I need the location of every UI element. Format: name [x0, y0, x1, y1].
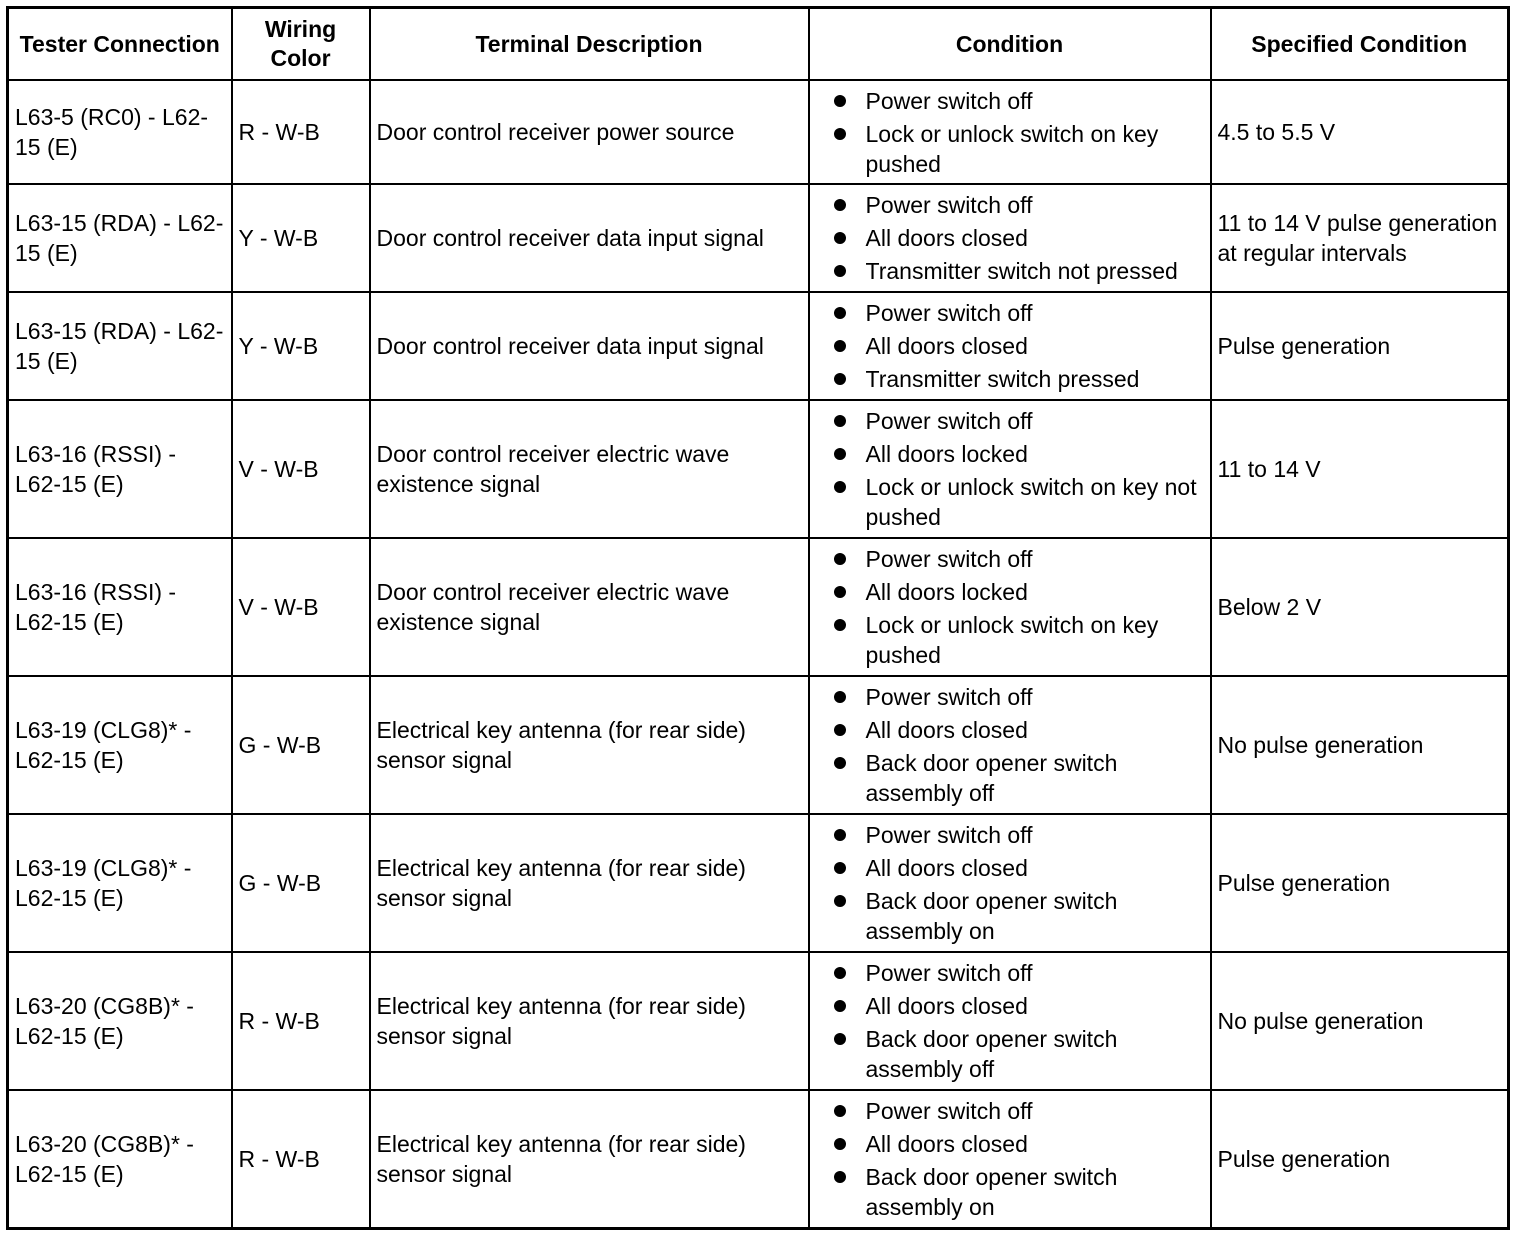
condition-text: All doors closed — [865, 855, 1028, 881]
terminal-description-cell: Door control receiver data input signal — [370, 292, 809, 400]
condition-list — [828, 682, 1206, 808]
condition-item — [828, 748, 1206, 808]
header-specified-condition: Specified Condition — [1211, 8, 1509, 81]
tester-connection-cell: L63-20 (CG8B)* - L62-15 (E) — [8, 952, 232, 1090]
tester-connection-cell: L63-20 (CG8B)* - L62-15 (E) — [8, 1090, 232, 1228]
condition-item — [828, 406, 1206, 436]
bullet-icon — [834, 1138, 846, 1150]
condition-text: Power switch off — [865, 546, 1033, 572]
condition-text: All doors closed — [865, 717, 1028, 743]
condition-text: Power switch off — [865, 960, 1033, 986]
tester-connection-cell: L63-16 (RSSI) - L62-15 (E) — [8, 538, 232, 676]
bullet-icon — [834, 1171, 846, 1183]
table-row — [8, 814, 1509, 952]
condition-text: Power switch off — [865, 87, 1033, 114]
terminal-description-cell: Electrical key antenna (for rear side) sensor signal — [370, 1090, 809, 1228]
condition-item — [828, 223, 1206, 253]
table-body — [8, 80, 1509, 1228]
condition-list — [828, 298, 1206, 394]
header-wiring-color: Wiring Color — [232, 8, 370, 81]
wiring-color-cell: Y - W-B — [232, 292, 370, 400]
specified-condition-cell: Pulse generation — [1211, 292, 1509, 400]
bullet-icon — [834, 1000, 846, 1012]
wiring-color-cell: G - W-B — [232, 814, 370, 952]
tester-connection-cell: L63-5 (RC0) - L62-15 (E) — [8, 80, 232, 184]
terminal-description-cell: Door control receiver electric wave existence signal — [370, 538, 809, 676]
bullet-icon — [834, 448, 846, 460]
condition-item — [828, 715, 1206, 745]
table-row — [8, 1090, 1509, 1228]
condition-text: All doors closed — [865, 333, 1028, 359]
condition-text: Back door opener switch assembly off — [865, 750, 1118, 806]
condition-item — [828, 472, 1206, 532]
bullet-icon — [834, 553, 846, 565]
table-row — [8, 952, 1509, 1090]
condition-text: Lock or unlock switch on key not pushed — [865, 474, 1197, 530]
bullet-icon — [834, 1033, 846, 1045]
condition-list — [828, 544, 1206, 670]
condition-text: Power switch off — [865, 1097, 1033, 1124]
condition-item — [828, 958, 1206, 988]
specified-condition-cell: 11 to 14 V pulse generation at regular intervals — [1211, 184, 1509, 292]
specified-condition-cell: 11 to 14 V — [1211, 400, 1509, 538]
condition-text: Lock or unlock switch on key pushed — [865, 120, 1159, 177]
bullet-icon — [834, 199, 846, 211]
bullet-icon — [834, 95, 846, 107]
condition-text: All doors closed — [865, 993, 1028, 1019]
wiring-color-cell: R - W-B — [232, 952, 370, 1090]
condition-item — [828, 298, 1206, 328]
condition-text: Transmitter switch pressed — [865, 366, 1140, 392]
condition-cell — [809, 676, 1211, 814]
bullet-icon — [834, 619, 846, 631]
condition-item — [828, 190, 1206, 220]
condition-text: Power switch off — [865, 300, 1033, 326]
terminal-description-cell: Door control receiver electric wave existence signal — [370, 400, 809, 538]
condition-cell — [809, 80, 1211, 184]
condition-item — [828, 853, 1206, 883]
condition-text: Transmitter switch not pressed — [865, 258, 1178, 284]
condition-text: Back door opener switch assembly on — [865, 888, 1118, 944]
terminal-description-cell: Door control receiver power source — [370, 80, 809, 184]
header-row — [8, 8, 1509, 81]
bullet-icon — [834, 691, 846, 703]
table-row — [8, 538, 1509, 676]
specified-condition-cell: Pulse generation — [1211, 814, 1509, 952]
tester-connection-cell: L63-16 (RSSI) - L62-15 (E) — [8, 400, 232, 538]
condition-text: Power switch off — [865, 822, 1033, 848]
condition-cell — [809, 538, 1211, 676]
bullet-icon — [834, 586, 846, 598]
bullet-icon — [834, 862, 846, 874]
condition-item — [828, 886, 1206, 946]
condition-list — [828, 1096, 1206, 1222]
tester-connection-cell: L63-15 (RDA) - L62-15 (E) — [8, 292, 232, 400]
condition-item — [828, 991, 1206, 1021]
tester-connection-cell: L63-15 (RDA) - L62-15 (E) — [8, 184, 232, 292]
condition-item — [828, 256, 1206, 286]
condition-cell — [809, 814, 1211, 952]
condition-item — [828, 119, 1206, 179]
condition-item — [828, 86, 1206, 116]
condition-cell — [809, 1090, 1211, 1228]
bullet-icon — [834, 967, 846, 979]
bullet-icon — [834, 481, 846, 493]
bullet-icon — [834, 829, 846, 841]
condition-item — [828, 1024, 1206, 1084]
bullet-icon — [834, 128, 846, 140]
specified-condition-cell: 4.5 to 5.5 V — [1211, 80, 1509, 184]
condition-text: All doors locked — [865, 579, 1028, 605]
bullet-icon — [834, 307, 846, 319]
condition-text: All doors closed — [865, 1130, 1028, 1157]
specified-condition-cell: No pulse generation — [1211, 676, 1509, 814]
bullet-icon — [834, 895, 846, 907]
table-row — [8, 400, 1509, 538]
condition-item — [828, 820, 1206, 850]
condition-item — [828, 1096, 1206, 1126]
condition-item — [828, 544, 1206, 574]
condition-list — [828, 86, 1206, 179]
terminal-description-cell: Electrical key antenna (for rear side) sensor signal — [370, 814, 809, 952]
header-condition: Condition — [809, 8, 1211, 81]
condition-cell — [809, 184, 1211, 292]
tester-connection-cell: L63-19 (CLG8)* - L62-15 (E) — [8, 676, 232, 814]
specified-condition-cell: Below 2 V — [1211, 538, 1509, 676]
condition-item — [828, 439, 1206, 469]
bullet-icon — [834, 415, 846, 427]
terminal-description-cell: Door control receiver data input signal — [370, 184, 809, 292]
condition-text: Power switch off — [865, 684, 1033, 710]
bullet-icon — [834, 373, 846, 385]
condition-item — [828, 364, 1206, 394]
condition-text: Back door opener switch assembly off — [865, 1026, 1118, 1082]
terminal-description-cell: Electrical key antenna (for rear side) sensor signal — [370, 676, 809, 814]
table-row — [8, 184, 1509, 292]
header-terminal-description: Terminal Description — [370, 8, 809, 81]
condition-list — [828, 190, 1206, 286]
inspection-table-wrapper — [6, 6, 1510, 1230]
bullet-icon — [834, 757, 846, 769]
wiring-color-cell: R - W-B — [232, 1090, 370, 1228]
header-tester-connection: Tester Connection — [8, 8, 232, 81]
condition-item — [828, 1162, 1206, 1222]
terminal-inspection-table — [6, 6, 1510, 1230]
condition-text: All doors locked — [865, 441, 1028, 467]
condition-cell — [809, 400, 1211, 538]
condition-cell — [809, 292, 1211, 400]
condition-item — [828, 682, 1206, 712]
condition-text: All doors closed — [865, 225, 1028, 251]
condition-text: Back door opener switch assembly on — [865, 1163, 1118, 1220]
wiring-color-cell: Y - W-B — [232, 184, 370, 292]
condition-item — [828, 610, 1206, 670]
table-row — [8, 80, 1509, 184]
tester-connection-cell: L63-19 (CLG8)* - L62-15 (E) — [8, 814, 232, 952]
condition-text: Power switch off — [865, 192, 1033, 218]
bullet-icon — [834, 724, 846, 736]
specified-condition-cell: Pulse generation — [1211, 1090, 1509, 1228]
condition-list — [828, 820, 1206, 946]
condition-text: Lock or unlock switch on key pushed — [865, 612, 1159, 668]
bullet-icon — [834, 232, 846, 244]
table-row — [8, 676, 1509, 814]
condition-cell — [809, 952, 1211, 1090]
wiring-color-cell: G - W-B — [232, 676, 370, 814]
condition-item — [828, 1129, 1206, 1159]
condition-text: Power switch off — [865, 408, 1033, 434]
wiring-color-cell: V - W-B — [232, 538, 370, 676]
bullet-icon — [834, 265, 846, 277]
terminal-description-cell: Electrical key antenna (for rear side) sensor signal — [370, 952, 809, 1090]
wiring-color-cell: V - W-B — [232, 400, 370, 538]
specified-condition-cell: No pulse generation — [1211, 952, 1509, 1090]
condition-item — [828, 331, 1206, 361]
bullet-icon — [834, 340, 846, 352]
wiring-color-cell: R - W-B — [232, 80, 370, 184]
table-row — [8, 292, 1509, 400]
condition-item — [828, 577, 1206, 607]
bullet-icon — [834, 1105, 846, 1117]
condition-list — [828, 406, 1206, 532]
condition-list — [828, 958, 1206, 1084]
